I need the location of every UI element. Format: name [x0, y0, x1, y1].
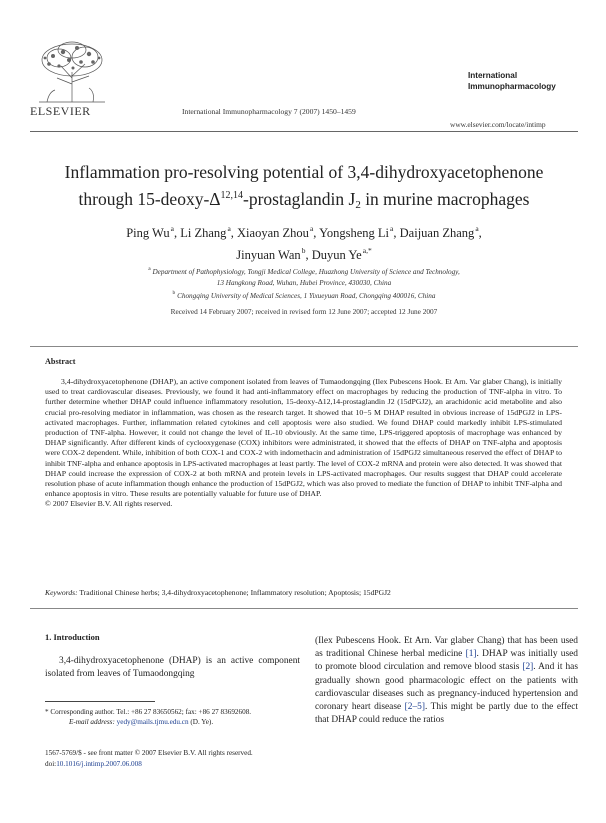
affiliation-b: [30, 288, 578, 302]
abstract-paragraph: 3,4-dihydroxyacetophenone (DHAP), an active component isolated from leaves of Tumaodongqing (Ilex Pubescens Hook. Et Arn. Var glaber Chang), is initially used to treat cardiovascular diseases. Previously, we found it had anti-inflammatory effect on macrophages by reducing the production of TNF-alpha in vitro. To further determine whether DHAP could influence inflammatory resolution, 15-deoxy-Δ12,14-prostaglandin J2 (15dPGJ2), an arachidonic acid metabolite and also crucial pro-resolving mediator in inflammation, was chosen as the research target. It showed that 10−5 M DHAP resulted in obvious increase of 15dPGJ2 in LPS-activated macrophages. Further, inflammation related cytokines and cell apoptosis were also studied. We found DHAP could markedly inhibit LPS-stimulated production of TNF-alpha. However, it could not change the level of IL-10 obviously. At the same time, LPS-triggered apoptosis of macrophage was enhanced by DHAP significantly. After different kinds of cyclooxygenase (COX) inhibitors were administrated, it showed that the effects of DHAP on TNF-alpha and apoptosis were COX-2 dependent. While, inhibition of both COX-1 and COX-2 with indomethacin and administration of 15dPGJ2 simultaneous reserved the effect of DHAP to inhibit TNF-alpha and enhance apoptosis in LPS-activated macrophages at least partly. The level of COX-2 mRNA and protein were also detected. It was showed that DHAP could increase the expression of COX-2 at both mRNA and protein levels in LPS-activated macrophages. Our results suggest that DHAP could accelerate resolution phase of acute inflammation though enhance the production of 15dPGJ2, which was also proved to mediate the function of DHAP to inhibit TNF-alpha and enhance apoptosis in vitro. These results are potentially valuable for future use of DHAP.: [45, 377, 562, 499]
author-affiliation-mark: a: [227, 224, 231, 233]
author-affiliation-mark: a: [170, 224, 174, 233]
affiliation-label: b: [172, 290, 176, 296]
title-part: through 15-deoxy-Δ: [78, 189, 221, 209]
intro-text: . And it has gradually shown good pharmacologic effect on the patients with cardiovascular diseases such as pregnancy-induced hypertension and coronary heart disease: [315, 662, 578, 713]
author-affiliation-mark: a: [390, 224, 394, 233]
affiliation-a: [30, 264, 578, 278]
journal-citation: International Immunopharmacology 7 (2007) 1450–1459: [182, 107, 356, 116]
issn-block: [45, 748, 253, 769]
author-line-2: Jinyuan Wan $^b$, Duyun Ye $^{a,*}$: [236, 246, 372, 262]
email-label: E-mail address:: [69, 718, 115, 726]
abstract-heading: Abstract: [45, 357, 76, 366]
reference-link[interactable]: [2–5]: [404, 702, 425, 713]
author-affiliation-mark: b: [301, 246, 306, 255]
affiliations: [30, 264, 578, 302]
email-link[interactable]: yedy@mails.tjmu.edu.cn: [116, 718, 189, 726]
author: Li Zhang: [180, 226, 227, 240]
keywords-label: Keywords:: [45, 588, 78, 597]
intro-left-column: [45, 655, 300, 681]
intro-text: . DHAP was initially used to promote blood circulation and remove blood stasis: [315, 649, 578, 673]
journal-brand-line2: Immunopharmacology: [468, 82, 556, 91]
footnote: [45, 707, 302, 727]
intro-text: . This might be partly due to the effect that DHAP could reduce the ratios: [315, 702, 578, 726]
abstract-top-divider: [30, 346, 578, 347]
intro-right-column: [315, 635, 578, 727]
author: Duyun Ye: [311, 248, 362, 262]
email-suffix: (D. Ye).: [188, 718, 214, 726]
publisher-name: ELSEVIER: [30, 104, 91, 118]
journal-brand: [468, 70, 556, 92]
title-line-1: Inflammation pro-resolving potential of 3,4-dihydroxyacetophenone: [64, 162, 544, 182]
doi-link[interactable]: 10.1016/j.intimp.2007.06.008: [56, 759, 142, 768]
title-superscript: 12,14: [220, 190, 244, 201]
affiliation-text: Chongqing University of Medical Sciences, 1 Yixueyuan Road, Chongqing 400016, China: [177, 292, 436, 300]
author: Ping Wu: [126, 226, 170, 240]
intro-text: (Ilex Pubescens Hook. Et Arn. Var glaber Chang) that has been used as traditional Chinese herbal medicine: [315, 636, 578, 660]
email-line: [45, 717, 302, 727]
affiliation-a-cont: 13 Hangkong Road, Wuhan, Hubei Province, 430030, China: [216, 278, 392, 287]
intro-paragraph: 3,4-dihydroxyacetophenone (DHAP) is an active component isolated from leaves of Tumaodongqing: [45, 656, 300, 680]
elsevier-tree-logo: [33, 38, 111, 104]
section-heading-introduction: 1. Introduction: [45, 632, 100, 642]
article-title: [30, 161, 578, 217]
received-dates: Received 14 February 2007; received in revised form 12 June 2007; accepted 12 June 2007: [170, 307, 438, 316]
author: Yongsheng Li: [319, 226, 389, 240]
author: Daijuan Zhang: [399, 226, 475, 240]
reference-link[interactable]: [2]: [522, 662, 534, 673]
author: Jinyuan Wan: [236, 248, 301, 262]
title-part: in murine macrophages: [360, 189, 530, 209]
title-part: -prostaglandin J: [243, 189, 356, 209]
header-divider: [30, 131, 578, 132]
affiliation-text: Department of Pathophysiology, Tongji Medical College, Huazhong University of Science and Technology,: [152, 268, 460, 276]
title-line-2: [30, 184, 578, 217]
title-subscript: 2: [355, 199, 361, 211]
author-affiliation-mark: a: [309, 224, 314, 233]
author: Xiaoyan Zhou: [237, 226, 309, 240]
doi-label: doi:: [45, 759, 57, 768]
reference-link[interactable]: [1]: [465, 649, 477, 660]
intro-paragraph-continued: [315, 635, 578, 727]
issn-line: 1567-5769/$ - see front matter © 2007 Elsevier B.V. All rights reserved.: [45, 749, 253, 757]
affiliation-label: a: [148, 266, 151, 272]
journal-brand-line1: International: [468, 71, 518, 80]
doi-line: [45, 759, 253, 770]
author-affiliation-mark: a: [475, 224, 479, 233]
corresponding-author: * Corresponding author. Tel.: +86 27 83650562; fax: +86 27 83692608.: [45, 708, 252, 716]
copyright-line: © 2007 Elsevier B.V. All rights reserved.: [45, 499, 173, 509]
author-line-1: Ping Wu $^a$, Li Zhang $^a$, Xiaoyan Zhou $^a$, Yongsheng Li $^a$, Daijuan Zhang $^a$,: [126, 224, 482, 240]
abstract-bottom-divider: [30, 608, 578, 609]
author-list: [30, 220, 578, 264]
keywords: [45, 588, 391, 597]
journal-url[interactable]: www.elsevier.com/locate/intimp: [450, 120, 546, 129]
footnote-divider: [45, 701, 155, 702]
keywords-text: Traditional Chinese herbs; 3,4-dihydroxyacetophenone; Inflammatory resolution; Apoptosis; 15dPGJ2: [79, 588, 391, 597]
abstract-body: [45, 377, 562, 510]
author-affiliation-mark: a,*: [362, 246, 372, 255]
